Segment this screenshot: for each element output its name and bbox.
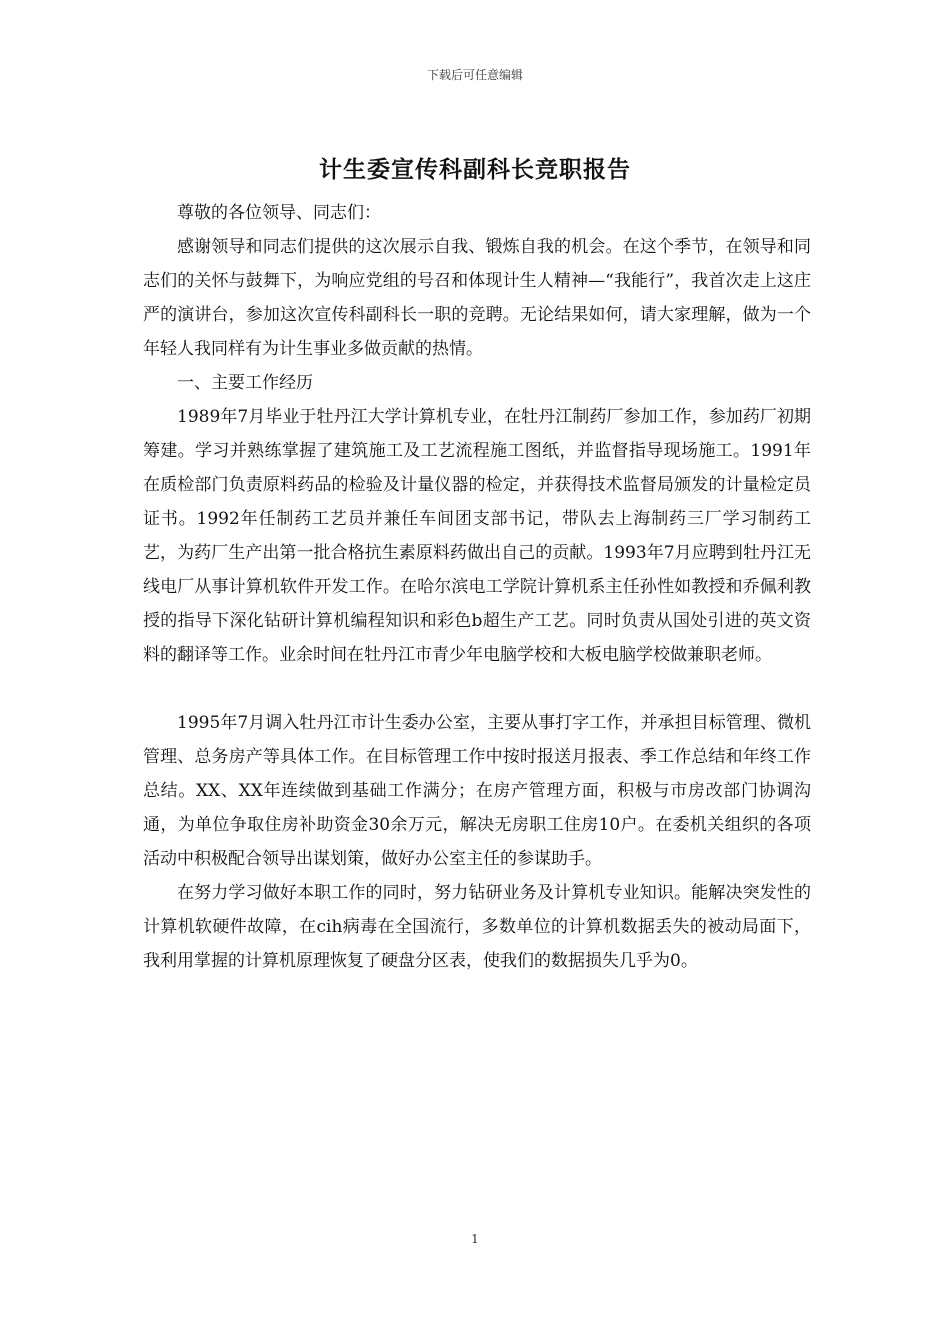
document-title: 计生委宣传科副科长竞职报告 xyxy=(319,156,631,183)
section-heading-work-experience: 一、主要工作经历 xyxy=(177,373,313,393)
work-history-paragraph-1995: 1995年7月调入牡丹江市计生委办公室，主要从事打字工作，并承担目标管理、微机管理、总务房产等具体工作。在目标管理工作中按时报送月报表、季工作总结和年终工作总结。XX、XX年连续做到基础工作满分；在房产管理方面，积极与市房改部门协调沟通，为单位争取住房补助资金30余万元，解决无房职工住房10户。在委机关组织的各项活动中积极配合领导出谋划策，做好办公室主任的参谋助手。 xyxy=(143,713,811,869)
page-header-note: 下载后可任意编辑 xyxy=(426,68,523,82)
work-history-paragraph-1989: 1989年7月毕业于牡丹江大学计算机专业，在牡丹江制药厂参加工作，参加药厂初期筹建。学习并熟练掌握了建筑施工及工艺流程施工图纸，并监督指导现场施工。1991年在质检部门负责原料药品的检验及计量仪器的检定，并获得技术监督局颁发的计量检定员证书。1992年任制药工艺员并兼任车间团支部书记，带队去上海制药三厂学习制药工艺，为药厂生产出第一批合格抗生素原料药做出自己的贡献。1993年7月应聘到牡丹江无线电厂从事计算机软件开发工作。在哈尔滨电工学院计算机系主任孙性如教授和乔佩利教授的指导下深化钻研计算机编程知识和彩色b超生产工艺。同时负责从国处引进的英文资料的翻译等工作。业余时间在牡丹江市青少年电脑学校和大板电脑学校做兼职老师。 xyxy=(143,407,811,665)
salutation-paragraph: 尊敬的各位领导、同志们： xyxy=(177,203,381,223)
computer-skills-paragraph: 在努力学习做好本职工作的同时，努力钻研业务及计算机专业知识。能解决突发性的计算机软硬件故障，在cih病毒在全国流行，多数单位的计算机数据丢失的被动局面下，我利用掌握的计算机原理恢复了硬盘分区表，使我们的数据损失几乎为0。 xyxy=(143,883,811,971)
document-body xyxy=(143,196,811,978)
paragraph-spacer xyxy=(143,672,811,706)
page-number: 1 xyxy=(471,1232,479,1246)
intro-paragraph: 感谢领导和同志们提供的这次展示自我、锻炼自我的机会。在这个季节，在领导和同志们的关怀与鼓舞下，为响应党组的号召和体现计生人精神—“我能行”，我首次走上这庄严的演讲台，参加这次宣传科副科长一职的竞聘。无论结果如何，请大家理解，做为一个年轻人我同样有为计生事业多做贡献的热情。 xyxy=(143,237,811,359)
